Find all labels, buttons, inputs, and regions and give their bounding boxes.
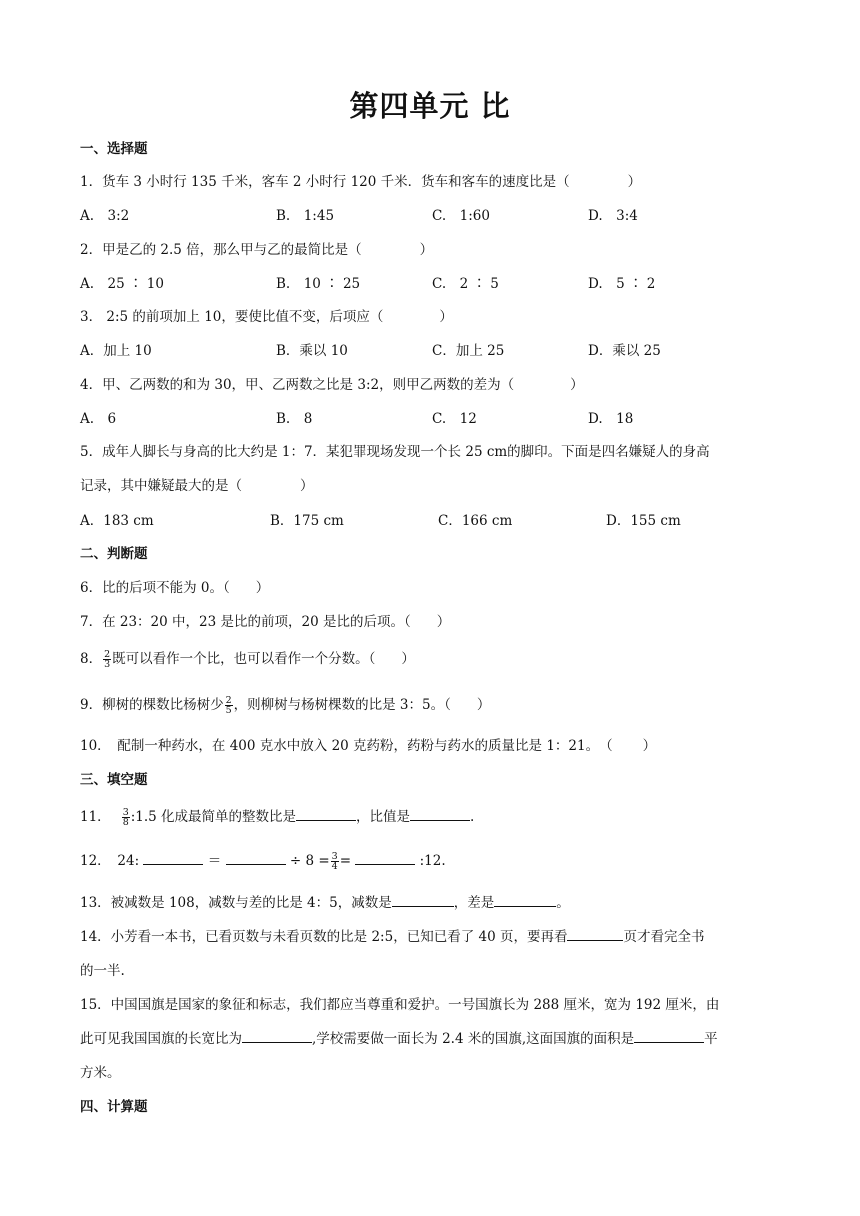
question-12-fraction-num: 3 bbox=[331, 851, 338, 862]
question-14-end: 页才看完全书 bbox=[623, 929, 705, 945]
question-13-end: 。 bbox=[556, 895, 570, 911]
q5-option-c[interactable]: C．166 cm bbox=[438, 513, 513, 529]
question-14-line-1 bbox=[80, 925, 704, 945]
section-heading-fill-blank: 三、填空题 bbox=[80, 772, 148, 788]
question-8-fraction-num: 2 bbox=[104, 649, 111, 660]
question-9-fraction bbox=[225, 696, 233, 715]
question-13-text: 13．被减数是 108，减数与差的比是 4：5，减数是 bbox=[80, 895, 392, 911]
question-7-close: ） bbox=[436, 614, 451, 630]
question-11-blank-1[interactable] bbox=[296, 806, 356, 821]
question-12 bbox=[80, 849, 446, 871]
question-14-text: 14．小芳看一本书，已看页数与未看页数的比是 2:5，已知已看了 40 页，要再看 bbox=[80, 929, 568, 945]
question-1-text: 1．货车 3 小时行 135 千米，客车 2 小时行 120 千米．货车和客车的速度比是（ bbox=[80, 174, 570, 190]
question-12-fraction-den: 4 bbox=[331, 861, 338, 872]
q1-option-c[interactable]: C. 1:60 bbox=[432, 208, 490, 224]
question-14-line-2: 的一半. bbox=[80, 963, 125, 979]
question-8-fraction bbox=[103, 650, 111, 669]
question-12-equals-1: ＝ bbox=[207, 853, 222, 869]
question-12-equals-2: = bbox=[339, 853, 351, 869]
question-15-line-1: 15．中国国旗是国家的象征和标志，我们都应当尊重和爱护。一号国旗长为 288 厘米，宽为 192 厘米，由 bbox=[80, 997, 720, 1013]
section-heading-judgement: 二、判断题 bbox=[80, 546, 148, 562]
q1-option-b[interactable]: B. 1:45 bbox=[276, 208, 335, 224]
question-13-mid: ，差是 bbox=[453, 895, 495, 911]
question-7 bbox=[80, 610, 450, 630]
question-11-blank-2[interactable] bbox=[410, 806, 470, 821]
question-10-text: 10． 配制一种药水，在 400 克水中放入 20 克药粉，药粉与药水的质量比是 1：21。 （ bbox=[80, 738, 613, 754]
q2-option-c[interactable]: C. 2 ∶ 5 bbox=[432, 276, 499, 292]
question-9-fraction-den: 5 bbox=[225, 705, 232, 716]
question-12-end: :12. bbox=[419, 853, 446, 869]
question-15-blank-2[interactable] bbox=[634, 1028, 704, 1043]
section-heading-calculation: 四、计算题 bbox=[80, 1099, 148, 1115]
question-15-line-2 bbox=[80, 1027, 718, 1047]
question-9-close: ） bbox=[476, 697, 491, 713]
question-4 bbox=[80, 373, 584, 393]
question-9-text: 9．柳树的棵数比杨树少 bbox=[80, 697, 224, 713]
q2-option-d[interactable]: D. 5 ∶ 2 bbox=[588, 276, 656, 292]
question-15-line-3: 方米。 bbox=[80, 1065, 121, 1081]
question-11-fraction-den: 8 bbox=[122, 817, 129, 828]
question-1 bbox=[80, 170, 641, 190]
question-4-close: ） bbox=[570, 377, 584, 393]
question-12-blank-1[interactable] bbox=[143, 850, 203, 865]
q3-option-a[interactable]: A．加上 10 bbox=[80, 343, 152, 359]
q4-option-d[interactable]: D. 18 bbox=[588, 411, 634, 427]
q4-option-a[interactable]: A. 6 bbox=[80, 411, 117, 427]
q3-option-c[interactable]: C．加上 25 bbox=[432, 343, 505, 359]
section-heading-choice: 一、选择题 bbox=[80, 141, 148, 157]
q1-option-a[interactable]: A. 3:2 bbox=[80, 208, 130, 224]
question-5-close: ） bbox=[300, 478, 314, 494]
q2-option-a[interactable]: A. 25 ∶ 10 bbox=[80, 276, 164, 292]
question-5-line-1: 5．成年人脚长与身高的比大约是 1：7．某犯罪现场发现一个长 25 cm的脚印。下面是四名嫌疑人的身高 bbox=[80, 444, 710, 460]
question-3-text: 3． 2:5 的前项加上 10，要使比值不变，后项应（ bbox=[80, 309, 384, 325]
question-10-close: ） bbox=[642, 738, 657, 754]
question-6-close: ） bbox=[255, 580, 270, 596]
question-11-text: :1.5 化成最简单的整数比是 bbox=[130, 809, 297, 825]
q5-option-a[interactable]: A．183 cm bbox=[80, 513, 154, 529]
question-11 bbox=[80, 805, 474, 827]
page-title: 第四单元 比 bbox=[349, 89, 511, 123]
q5-option-b[interactable]: B．175 cm bbox=[270, 513, 344, 529]
question-2-text: 2．甲是乙的 2.5 倍，那么甲与乙的最简比是（ bbox=[80, 242, 362, 258]
question-5-text: 记录，其中嫌疑最大的是（ bbox=[80, 478, 242, 494]
question-11-number: 11． bbox=[80, 809, 111, 825]
question-12-divide: ÷ 8 = bbox=[289, 853, 330, 869]
q3-option-d[interactable]: D．乘以 25 bbox=[588, 343, 661, 359]
question-14-blank[interactable] bbox=[567, 926, 623, 941]
question-3 bbox=[80, 305, 453, 325]
question-13 bbox=[80, 891, 570, 911]
q2-option-b[interactable]: B. 10 ∶ 25 bbox=[276, 276, 361, 292]
question-2 bbox=[80, 238, 433, 258]
question-3-close: ） bbox=[439, 309, 453, 325]
question-13-blank-1[interactable] bbox=[392, 892, 454, 907]
question-7-text: 7．在 23：20 中，23 是比的前项，20 是比的后项。（ bbox=[80, 614, 411, 630]
question-11-end: . bbox=[470, 809, 475, 825]
q4-option-b[interactable]: B. 8 bbox=[276, 411, 313, 427]
question-12-fraction bbox=[331, 852, 339, 871]
question-8-number: 8． bbox=[80, 651, 103, 667]
q3-option-b[interactable]: B．乘以 10 bbox=[276, 343, 348, 359]
q5-option-d[interactable]: D．155 cm bbox=[606, 513, 681, 529]
q4-option-c[interactable]: C. 12 bbox=[432, 411, 477, 427]
question-15-blank-1[interactable] bbox=[242, 1028, 312, 1043]
question-15-text-c: 平 bbox=[704, 1031, 718, 1047]
question-6 bbox=[80, 576, 269, 596]
question-8-close: ） bbox=[401, 651, 415, 667]
question-15-text-a: 此可见我国国旗的长宽比为 bbox=[80, 1031, 242, 1047]
question-8-fraction-den: 3 bbox=[104, 659, 111, 670]
question-11-mid: ，比值是 bbox=[356, 809, 411, 825]
question-8 bbox=[80, 647, 415, 669]
question-5-line-2 bbox=[80, 474, 314, 494]
question-12-number: 12． 24: bbox=[80, 853, 140, 869]
question-11-fraction bbox=[122, 808, 130, 827]
question-10 bbox=[80, 734, 656, 754]
question-8-text: 既可以看作一个比，也可以看作一个分数。（ bbox=[112, 651, 376, 667]
question-12-blank-3[interactable] bbox=[355, 850, 415, 865]
question-13-blank-2[interactable] bbox=[494, 892, 556, 907]
question-2-close: ） bbox=[419, 242, 434, 258]
question-15-text-b: ,学校需要做一面长为 2.4 米的国旗,这面国旗的面积是 bbox=[312, 1031, 635, 1047]
question-1-close: ） bbox=[627, 174, 642, 190]
question-11-fraction-num: 3 bbox=[122, 807, 129, 818]
question-9-text-2: ，则柳树与杨树棵数的比是 3：5。（ bbox=[233, 697, 451, 713]
question-9-fraction-num: 2 bbox=[225, 695, 232, 706]
q1-option-d[interactable]: D. 3:4 bbox=[588, 208, 638, 224]
question-12-blank-2[interactable] bbox=[226, 850, 286, 865]
question-9 bbox=[80, 693, 490, 715]
question-6-text: 6．比的后项不能为 0。（ bbox=[80, 580, 230, 596]
question-4-text: 4．甲、乙两数的和为 30，甲、乙两数之比是 3:2，则甲乙两数的差为（ bbox=[80, 377, 515, 393]
